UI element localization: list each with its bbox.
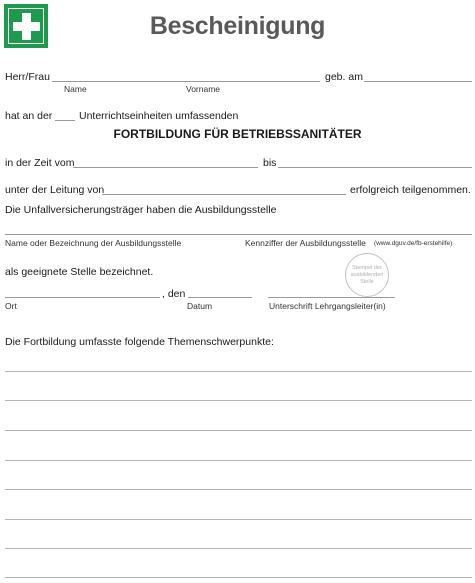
datum-field-line[interactable] [188,297,252,298]
bis-label: bis [263,157,277,169]
kennziffer-caption: Kennziffer der Ausbildungsstelle [245,238,366,248]
stamp-caption: Stempel der ausbildenden Stelle [350,264,384,285]
unterschrift-caption: Unterschrift Lehrgangsleiter(in) [269,301,386,311]
units-field-line[interactable] [55,120,75,121]
unfallversicherung-text: Die Unfallversicherungsträger haben die Ausbildungsstelle [5,204,277,216]
hat-an-der-label: hat an der [5,110,53,122]
kennziffer-url: (www.dguv.de/fb-erstehilfe) [374,240,453,247]
zeit-vom-label: in der Zeit vom [5,157,75,169]
ort-field-line[interactable] [5,297,160,298]
birthdate-field-line[interactable] [364,81,472,82]
topic-line[interactable] [5,577,472,578]
datum-caption: Datum [187,301,213,311]
themen-text: Die Fortbildung umfasste folgende Themenschwerpunkte: [5,336,274,348]
geeignete-stelle-text: als geeignete Stelle bezeichnet. [5,266,154,278]
ausbildungsstelle-caption: Name oder Bezeichnung der Ausbildungsstelle [5,238,182,248]
topic-line[interactable] [5,371,472,372]
topic-line[interactable] [5,430,472,431]
topic-line[interactable] [5,489,472,490]
topic-line[interactable] [5,548,472,549]
unterrichtseinheiten-label: Unterrichtseinheiten umfassenden [79,110,239,122]
signature-field-line[interactable] [268,297,395,298]
stamp-placeholder [345,253,389,297]
geb-am-label: geb. am [325,71,363,83]
topic-line[interactable] [5,519,472,520]
ort-caption: Ort [5,301,17,311]
den-label: , den [162,288,186,300]
name-caption: Name [64,84,87,94]
erfolgreich-label: erfolgreich teilgenommen. [350,184,471,196]
name-field-line[interactable] [52,81,320,82]
page-title: Bescheinigung [149,12,326,40]
date-from-field-line[interactable] [73,167,258,168]
topic-line[interactable] [5,460,472,461]
course-title: FORTBILDUNG FÜR BETRIEBSSANITÄTER [113,127,362,141]
vorname-caption: Vorname [186,84,221,94]
topic-line[interactable] [5,400,472,401]
leader-field-line[interactable] [102,194,346,195]
leitung-label: unter der Leitung von [5,184,105,196]
date-to-field-line[interactable] [278,167,472,168]
ausbildungsstelle-field-line[interactable] [5,234,472,235]
herr-frau-label: Herr/Frau [5,71,50,83]
